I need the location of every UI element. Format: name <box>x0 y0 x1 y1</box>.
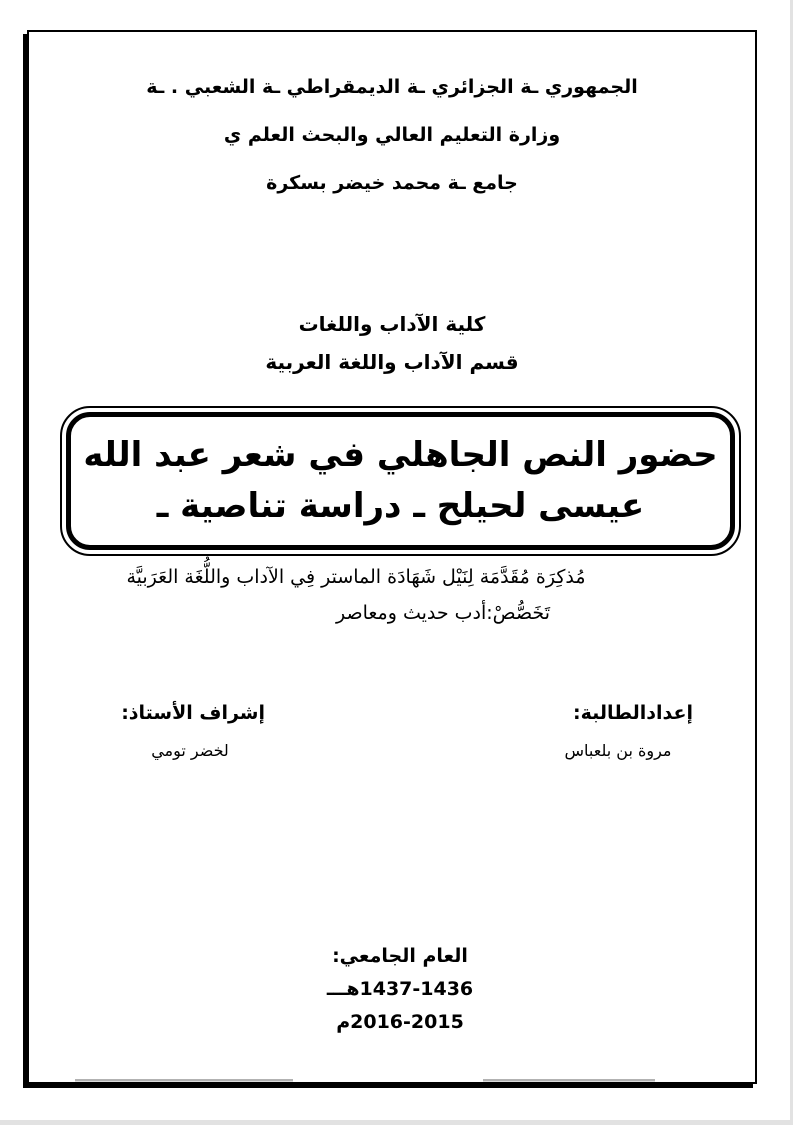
department-line: قسم الآداب واللغة العربية <box>265 350 519 374</box>
thesis-title-box-inner <box>66 412 735 550</box>
academic-year-gregorian: 2016-2015م <box>336 1011 464 1033</box>
ministry-header-line: وزارة التعليم العالي والبحث العلم ي <box>223 124 561 146</box>
supervisor-name: لخضر تومي <box>151 741 229 760</box>
memoir-subtitle-line-1: مُذكِرَة مُقَدَّمَة لِنَيْل شَهَادَة الماستر فِي الآداب واللُّغَة العَرَبيَّة <box>126 566 586 588</box>
student-block <box>543 702 693 760</box>
faculty-line: كلية الآداب واللغات <box>298 312 486 336</box>
student-name: مروة بن بلعباس <box>564 741 672 760</box>
academic-year-block <box>37 940 763 1039</box>
academic-year-hijri: 1437-1436هـــ <box>326 978 474 1000</box>
thesis-title-box <box>60 406 741 556</box>
academic-year-label: العام الجامعي: <box>332 945 468 967</box>
student-label: إعدادالطالبة: <box>572 702 693 724</box>
bottom-separator-line-right <box>483 1079 655 1082</box>
university-header-line: جامع ـة محمد خيضر بسكرة <box>266 172 518 194</box>
thesis-title-line-1: حضور النص الجاهلي في شعر عبد الله <box>83 435 718 475</box>
republic-header-line: الجمهوري ـة الجزائري ـة الديمقراطي ـة الشعبي . ـة <box>146 76 638 98</box>
thesis-title-line-2: عيسى لحيلح ـ دراسة تناصية ـ <box>156 486 645 526</box>
bottom-separator-line-left <box>75 1079 293 1082</box>
memoir-specialty-line: تَخَصُّصْ:أدب حديث ومعاصر <box>335 602 550 624</box>
page-border-frame <box>27 30 757 1084</box>
supervisor-block <box>115 702 265 760</box>
supervisor-label: إشراف الأستاذ: <box>121 702 265 724</box>
